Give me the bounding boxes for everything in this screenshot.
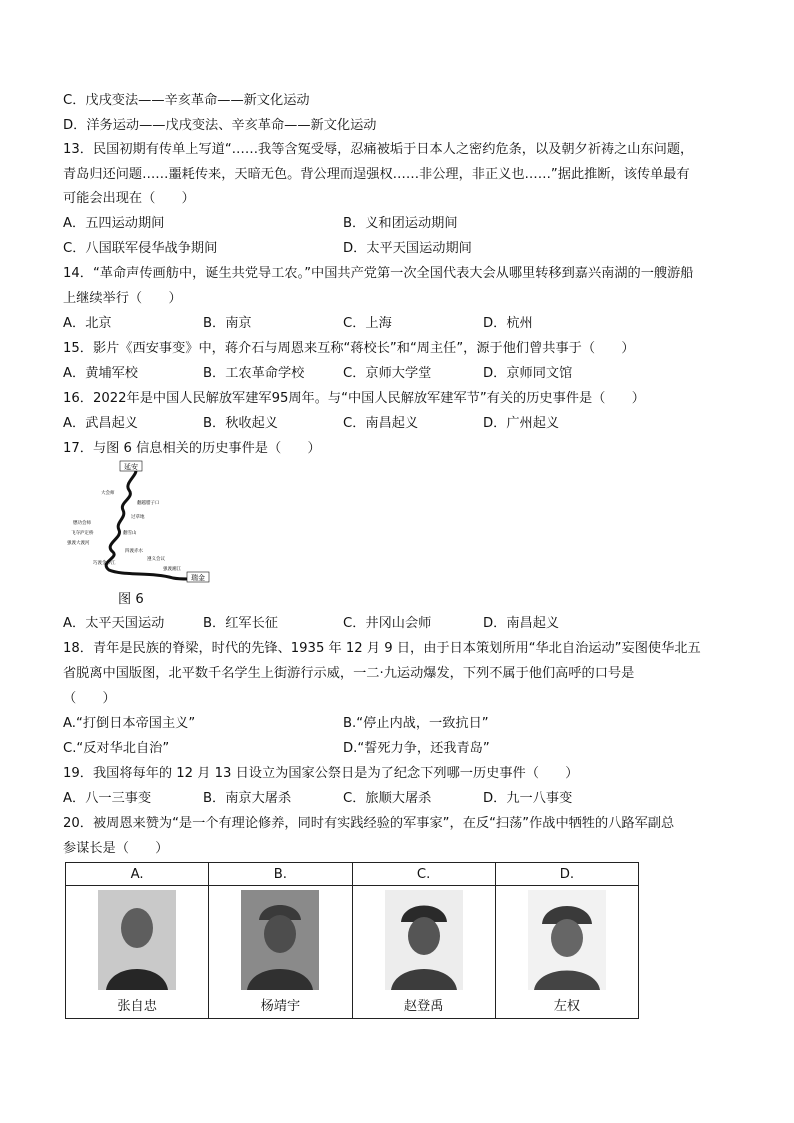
q18-stem-line1: 18．青年是民族的脊梁，时代的先锋、1935 年 12 月 9 日，由于日本策划所用“华北自治运动”妄图使华北五 [63, 641, 701, 656]
map-label-yanan: 延安 [124, 463, 138, 471]
map-label-jinshajiang: 巧渡金沙江 [93, 561, 116, 566]
q13-stem-line3: 可能会出现在（ ） [63, 191, 195, 206]
q13-option-b[interactable]: B．义和团运动期间 [343, 216, 458, 231]
q17-stem: 17．与图 6 信息相关的历史事件是（ ） [63, 441, 321, 456]
q14-stem-line1: 14．“革命声传画舫中，诞生共党导工农。”中国共产党第一次全国代表大会从哪里转移到嘉兴南湖的一艘游船 [63, 266, 694, 281]
q18-option-a[interactable]: A.“打倒日本帝国主义” [63, 716, 196, 731]
map-label-lazikou: 翻越腊子口 [137, 501, 160, 506]
q19-stem: 19．我国将每年的 12 月 13 日设立为国家公祭日是为了纪念下列哪一历史事件（ ） [63, 766, 579, 781]
q18-stem-line3: （ ） [63, 691, 116, 706]
q15-option-c[interactable]: C．京师大学堂 [343, 366, 432, 381]
q15-option-b[interactable]: B．工农革命学校 [203, 366, 305, 381]
q14-option-b[interactable]: B．南京 [203, 316, 252, 331]
map-label-luding: 飞夺泸定桥 [71, 531, 94, 536]
q16-option-b[interactable]: B．秋收起义 [203, 416, 278, 431]
q12-option-d: D．洋务运动——戊戌变法、辛亥革命——新文化运动 [63, 118, 377, 133]
map-label-ruijin: 瑞金 [191, 574, 205, 582]
portrait-photo-d [528, 890, 606, 990]
q17-option-a[interactable]: A．太平天国运动 [63, 616, 165, 631]
map-label-caodi: 过草地 [131, 515, 145, 520]
q17-option-d[interactable]: D．南昌起义 [483, 616, 560, 631]
q13-stem-line2: 青岛归还问题……噩耗传来，天暗无色。背公理而逞强权……非公理，非正义也……”据此推断，该传单最有 [63, 167, 690, 182]
q20-name-a: 张自忠 [117, 999, 157, 1014]
q14-stem-line2: 上继续举行（ ） [63, 291, 182, 306]
map-label-daduhe: 强渡大渡河 [67, 541, 90, 546]
q20-cell-d[interactable] [495, 886, 638, 1019]
q14-option-d[interactable]: D．杭州 [483, 316, 533, 331]
q18-option-b[interactable]: B.“停止内战，一致抗日” [343, 716, 489, 731]
q15-option-d[interactable]: D．京师同文馆 [483, 366, 573, 381]
q19-option-c[interactable]: C．旅顺大屠杀 [343, 791, 432, 806]
portrait-photo-c [385, 890, 463, 990]
q20-stem-line2: 参谋长是（ ） [63, 841, 169, 856]
q20-name-b: 杨靖宇 [260, 999, 301, 1014]
q20-name-c: 赵登禹 [403, 999, 444, 1014]
q13-option-a[interactable]: A．五四运动期间 [63, 216, 165, 231]
q15-stem: 15．影片《西安事变》中，蒋介石与周恩来互称“蒋校长”和“周主任”，源于他们曾共事于（ ） [63, 341, 635, 356]
q14-option-a[interactable]: A．北京 [63, 316, 112, 331]
q20-cell-a[interactable] [66, 886, 209, 1019]
q18-option-d[interactable]: D.“誓死力争，还我青岛” [343, 741, 490, 756]
q12-option-c: C．戊戌变法——辛亥革命——新文化运动 [63, 93, 310, 108]
q20-cell-c[interactable] [352, 886, 495, 1019]
q13-stem-line1: 13．民国初期有传单上写道“……我等含冤受辱，忍痛被垢于日本人之密约危条，以及朝夕祈祷之山东问题， [63, 142, 694, 157]
long-march-route-map [63, 460, 213, 590]
q20-options-table [65, 862, 639, 1019]
q18-option-c[interactable]: C.“反对华北自治” [63, 741, 170, 756]
q13-option-c[interactable]: C．八国联军侵华战争期间 [63, 241, 218, 256]
q13-option-d[interactable]: D．太平天国运动期间 [343, 241, 472, 256]
q16-option-c[interactable]: C．南昌起义 [343, 416, 419, 431]
route-line [106, 468, 203, 580]
q19-option-a[interactable]: A．八一三事变 [63, 791, 152, 806]
q18-stem-line2: 省脱离中国版图，北平数千名学生上街游行示威，一二·九运动爆发，下列不属于他们高呼的口号是 [63, 666, 635, 681]
q17-option-c[interactable]: C．井冈山会师 [343, 616, 432, 631]
q20-stem-line1: 20．被周恩来赞为“是一个有理论修养，同时有实践经验的军事家”，在反“扫荡”作战中牺牲的八路军副总 [63, 816, 675, 831]
q16-option-a[interactable]: A．武昌起义 [63, 416, 138, 431]
map-label-chishui: 四渡赤水 [125, 549, 143, 554]
q20-cell-b[interactable] [209, 886, 352, 1019]
map-label-xiangjiang: 强渡湘江 [163, 567, 181, 572]
portrait-photo-a [98, 890, 176, 990]
q19-option-b[interactable]: B．南京大屠杀 [203, 791, 292, 806]
q20-header-c[interactable]: C. [352, 863, 495, 886]
q15-option-a[interactable]: A．黄埔军校 [63, 366, 138, 381]
q16-stem: 16．2022年是中国人民解放军建军95周年。与“中国人民解放军建军节”有关的历史事件是（ ） [63, 391, 645, 406]
q19-option-d[interactable]: D．九一八事变 [483, 791, 573, 806]
q20-name-d: 左权 [553, 999, 581, 1014]
map-label-huishi: 大会师 [101, 491, 115, 496]
q16-option-d[interactable]: D．广州起义 [483, 416, 560, 431]
figure-caption: 图 6 [118, 592, 144, 607]
portrait-photo-b [241, 890, 319, 990]
q14-option-c[interactable]: C．上海 [343, 316, 392, 331]
q20-header-b[interactable]: B. [209, 863, 352, 886]
map-label-zunyi: 遵义会议 [147, 557, 165, 562]
q17-option-b[interactable]: B．红军长征 [203, 616, 278, 631]
q20-header-a[interactable]: A. [66, 863, 209, 886]
map-label-xueshan: 翻雪山 [123, 531, 137, 536]
map-label-maogong: 懋功会师 [73, 521, 91, 526]
q20-header-d[interactable]: D. [495, 863, 638, 886]
